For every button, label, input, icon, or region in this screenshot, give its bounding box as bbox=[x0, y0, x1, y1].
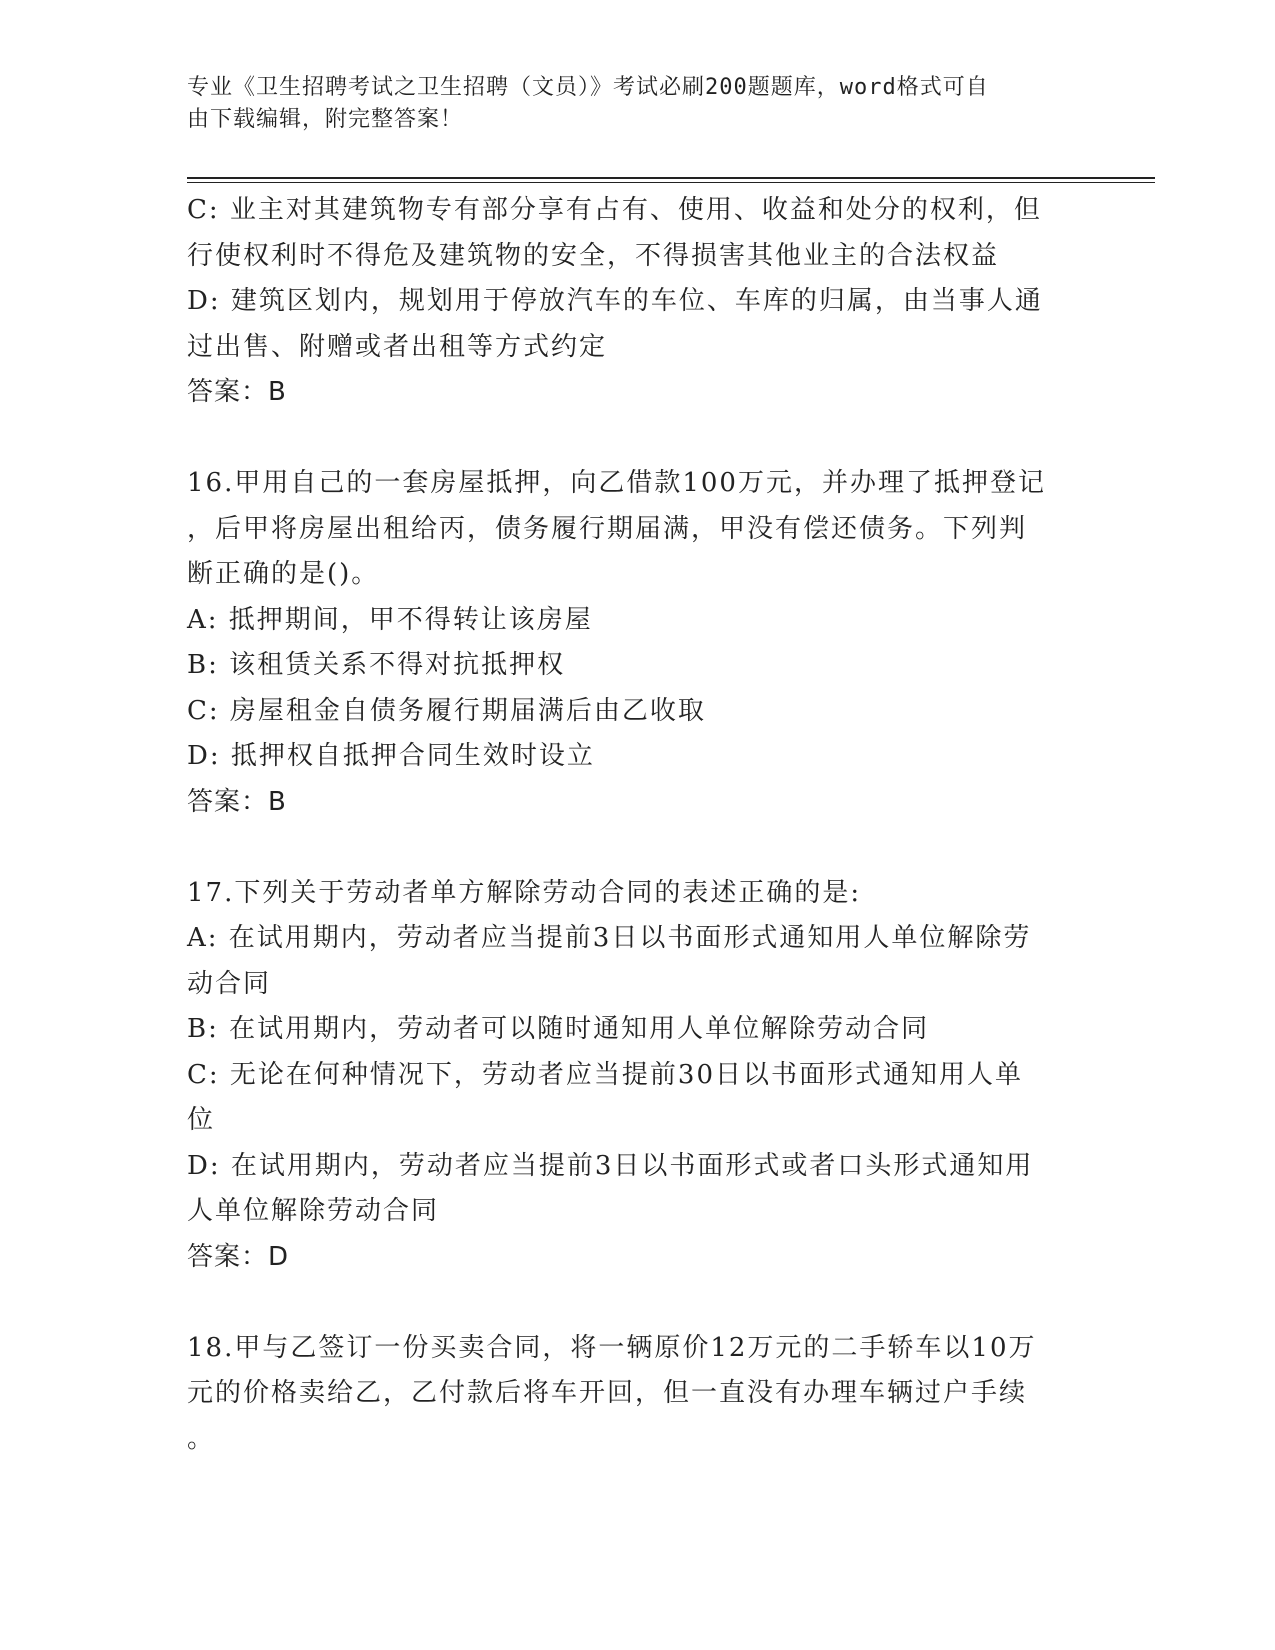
question-16-stem-line-2: ，后甲将房屋出租给丙，债务履行期届满，甲没有偿还债务。下列判 bbox=[187, 513, 1028, 544]
question-17-option-c-line-2: 位 bbox=[187, 1105, 216, 1135]
header-line-1: 专业《卫生招聘考试之卫生招聘（文员）》考试必刷200题题库，word格式可自 bbox=[187, 75, 989, 100]
header-divider-thin bbox=[187, 182, 1155, 183]
question-16-stem-line-3: 断正确的是()。 bbox=[187, 559, 380, 589]
option-c-line-2: 行使权利时不得危及建筑物的安全，不得损害其他业主的合法权益 bbox=[187, 240, 1000, 271]
option-d-line-1: D: 建筑区划内，规划用于停放汽车的车位、车库的归属，由当事人通 bbox=[187, 286, 1043, 316]
question-16 bbox=[187, 461, 1087, 825]
question-17-option-d-line-2: 人单位解除劳动合同 bbox=[187, 1196, 440, 1226]
question-18-stem-line-1: 18.甲与乙签订一份买卖合同，将一辆原价12万元的二手轿车以10万 bbox=[187, 1332, 1037, 1363]
question-17-option-d-line-1: D: 在试用期内，劳动者应当提前3日以书面形式或者口头形式通知用 bbox=[187, 1150, 1034, 1181]
document-header bbox=[187, 72, 1067, 136]
question-17-option-c-line-1: C: 无论在何种情况下，劳动者应当提前30日以书面形式通知用人单 bbox=[187, 1059, 1024, 1090]
header-line-2: 由下载编辑，附完整答案！ bbox=[187, 107, 464, 132]
question-16-option-a: A: 抵押期间，甲不得转让该房屋 bbox=[187, 604, 593, 635]
question-18-stem-line-3: 。 bbox=[187, 1423, 216, 1454]
question-16-stem-line-1: 16.甲用自己的一套房屋抵押，向乙借款100万元，并办理了抵押登记 bbox=[187, 468, 1046, 498]
question-content bbox=[187, 188, 1087, 1462]
question-16-option-c: C: 房屋租金自债务履行期届满后由乙收取 bbox=[187, 695, 706, 726]
question-15-continued bbox=[187, 188, 1087, 416]
answer-15: 答案：B bbox=[187, 377, 287, 407]
question-18-stem-line-2: 元的价格卖给乙，乙付款后将车开回，但一直没有办理车辆过户手续 bbox=[187, 1378, 1028, 1408]
question-17-option-a-line-2: 动合同 bbox=[187, 968, 272, 999]
question-16-option-b: B: 该租赁关系不得对抗抵押权 bbox=[187, 650, 566, 680]
question-17-option-a-line-1: A: 在试用期内，劳动者应当提前3日以书面形式通知用人单位解除劳 bbox=[187, 923, 1032, 953]
question-17 bbox=[187, 871, 1087, 1281]
option-d-line-2: 过出售、附赠或者出租等方式约定 bbox=[187, 331, 608, 362]
question-18 bbox=[187, 1326, 1087, 1463]
answer-17: 答案：D bbox=[187, 1241, 290, 1272]
question-16-option-d: D: 抵押权自抵押合同生效时设立 bbox=[187, 741, 595, 771]
header-divider-thick bbox=[187, 177, 1155, 179]
question-17-option-b: B: 在试用期内，劳动者可以随时通知用人单位解除劳动合同 bbox=[187, 1014, 930, 1044]
answer-16: 答案：B bbox=[187, 786, 287, 817]
option-c-line-1: C: 业主对其建筑物专有部分享有占有、使用、收益和处分的权利，但 bbox=[187, 195, 1042, 225]
question-17-stem: 17.下列关于劳动者单方解除劳动合同的表述正确的是: bbox=[187, 877, 862, 908]
